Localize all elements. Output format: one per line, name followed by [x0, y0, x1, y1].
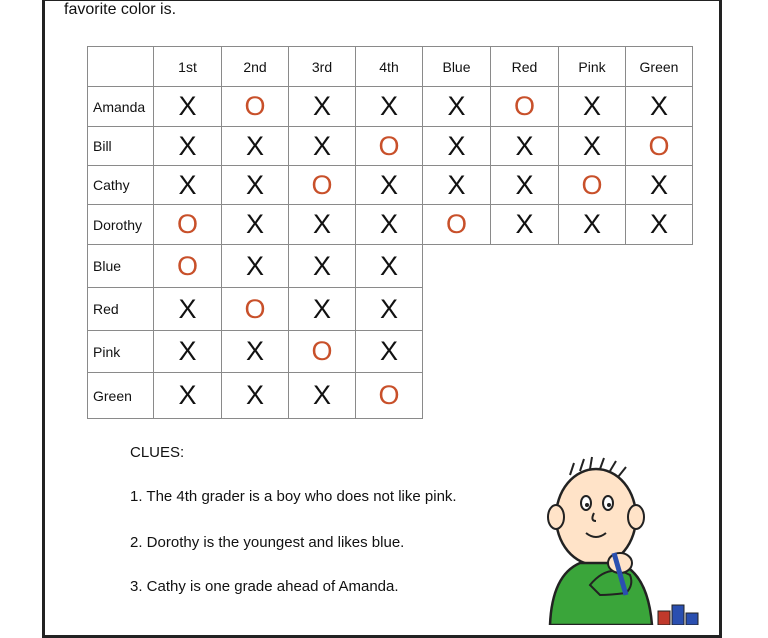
grid-cell [355, 287, 423, 331]
x-mark: X [178, 130, 197, 161]
clues-title: CLUES: [130, 444, 185, 461]
x-mark: X [649, 169, 668, 200]
grid-cell [288, 165, 356, 205]
x-mark: X [312, 380, 331, 410]
grid-cell [221, 287, 289, 331]
grid-cell [625, 126, 693, 166]
grid-cell [490, 126, 559, 166]
x-mark: X [447, 130, 466, 161]
grid-cell [221, 165, 289, 205]
grid-cell [355, 372, 423, 419]
x-mark: X [649, 91, 668, 121]
x-mark: X [178, 91, 197, 121]
grid-cell [422, 204, 491, 245]
x-mark: X [245, 130, 264, 161]
grid-cell [355, 126, 423, 166]
x-mark: X [245, 380, 264, 410]
o-mark: O [513, 91, 535, 121]
grid-cell [153, 86, 222, 127]
grid-cell [221, 372, 289, 419]
grid-cell [490, 86, 559, 127]
column-header: 1st [153, 46, 222, 87]
boy-thinking-illustration [530, 455, 750, 625]
o-mark: O [176, 209, 198, 239]
row-header: Blue [87, 244, 154, 288]
grid-cell [288, 86, 356, 127]
row-header: Amanda [87, 86, 154, 127]
x-mark: X [312, 250, 331, 281]
clue-2: 2. Dorothy is the youngest and likes blue. [130, 534, 405, 551]
o-mark: O [176, 250, 198, 281]
o-mark: O [581, 169, 603, 200]
grid-cell [153, 330, 222, 373]
x-mark: X [312, 293, 331, 324]
grid-cell [422, 165, 491, 205]
row-header: Green [87, 372, 154, 419]
x-mark: X [379, 169, 398, 200]
column-header: Green [625, 46, 693, 87]
grid-cell [288, 126, 356, 166]
x-mark: X [178, 293, 197, 324]
column-header: Blue [422, 46, 491, 87]
x-mark: X [582, 209, 601, 239]
x-mark: X [515, 209, 534, 239]
grid-cell [422, 126, 491, 166]
grid-cell [288, 372, 356, 419]
o-mark: O [311, 336, 333, 366]
row-header: Cathy [87, 165, 154, 205]
intro-text: favorite color is. [64, 1, 177, 18]
clue-3: 3. Cathy is one grade ahead of Amanda. [130, 578, 399, 595]
x-mark: X [312, 209, 331, 239]
grid-cell [288, 244, 356, 288]
o-mark: O [244, 91, 266, 121]
x-mark: X [379, 209, 398, 239]
o-mark: O [378, 130, 400, 161]
grid-cell [625, 165, 693, 205]
grid-cell [355, 204, 423, 245]
grid-cell [153, 244, 222, 288]
x-mark: X [178, 169, 197, 200]
grid-cell [153, 372, 222, 419]
x-mark: X [312, 130, 331, 161]
column-header: Pink [558, 46, 626, 87]
x-mark: X [447, 91, 466, 121]
grid-cell [625, 86, 693, 127]
grid-cell [153, 165, 222, 205]
x-mark: X [649, 209, 668, 239]
row-header: Pink [87, 330, 154, 373]
o-mark: O [445, 209, 467, 239]
column-header: 4th [355, 46, 423, 87]
grid-cell [355, 165, 423, 205]
x-mark: X [178, 336, 197, 366]
x-mark: X [515, 169, 534, 200]
grid-cell [490, 204, 559, 245]
x-mark: X [447, 169, 466, 200]
o-mark: O [311, 169, 333, 200]
grid-cell [490, 165, 559, 205]
x-mark: X [178, 380, 197, 410]
grid-cell [288, 287, 356, 331]
x-mark: X [379, 293, 398, 324]
grid-cell [221, 244, 289, 288]
grid-corner [87, 46, 154, 87]
x-mark: X [245, 169, 264, 200]
grid-cell [288, 330, 356, 373]
grid-cell [558, 204, 626, 245]
row-header: Red [87, 287, 154, 331]
grid-cell [221, 86, 289, 127]
x-mark: X [379, 250, 398, 281]
x-mark: X [312, 91, 331, 121]
x-mark: X [245, 209, 264, 239]
column-header: 2nd [221, 46, 289, 87]
x-mark: X [582, 130, 601, 161]
grid-cell [288, 204, 356, 245]
grid-cell [558, 86, 626, 127]
x-mark: X [515, 130, 534, 161]
row-header: Bill [87, 126, 154, 166]
x-mark: X [379, 91, 398, 121]
grid-cell [355, 244, 423, 288]
grid-cell [221, 126, 289, 166]
grid-cell [153, 204, 222, 245]
grid-cell [355, 86, 423, 127]
x-mark: X [379, 336, 398, 366]
grid-cell [221, 204, 289, 245]
x-mark: X [245, 250, 264, 281]
o-mark: O [378, 380, 400, 410]
x-mark: X [582, 91, 601, 121]
grid-cell [558, 126, 626, 166]
clue-1: 1. The 4th grader is a boy who does not like pink. [130, 488, 457, 505]
x-mark: X [245, 336, 264, 366]
row-header: Dorothy [87, 204, 154, 245]
grid-cell [153, 126, 222, 166]
grid-cell [625, 204, 693, 245]
grid-cell [355, 330, 423, 373]
column-header: Red [490, 46, 559, 87]
column-header: 3rd [288, 46, 356, 87]
grid-cell [153, 287, 222, 331]
grid-cell [422, 86, 491, 127]
o-mark: O [648, 130, 670, 161]
grid-cell [558, 165, 626, 205]
grid-cell [221, 330, 289, 373]
o-mark: O [244, 293, 266, 324]
